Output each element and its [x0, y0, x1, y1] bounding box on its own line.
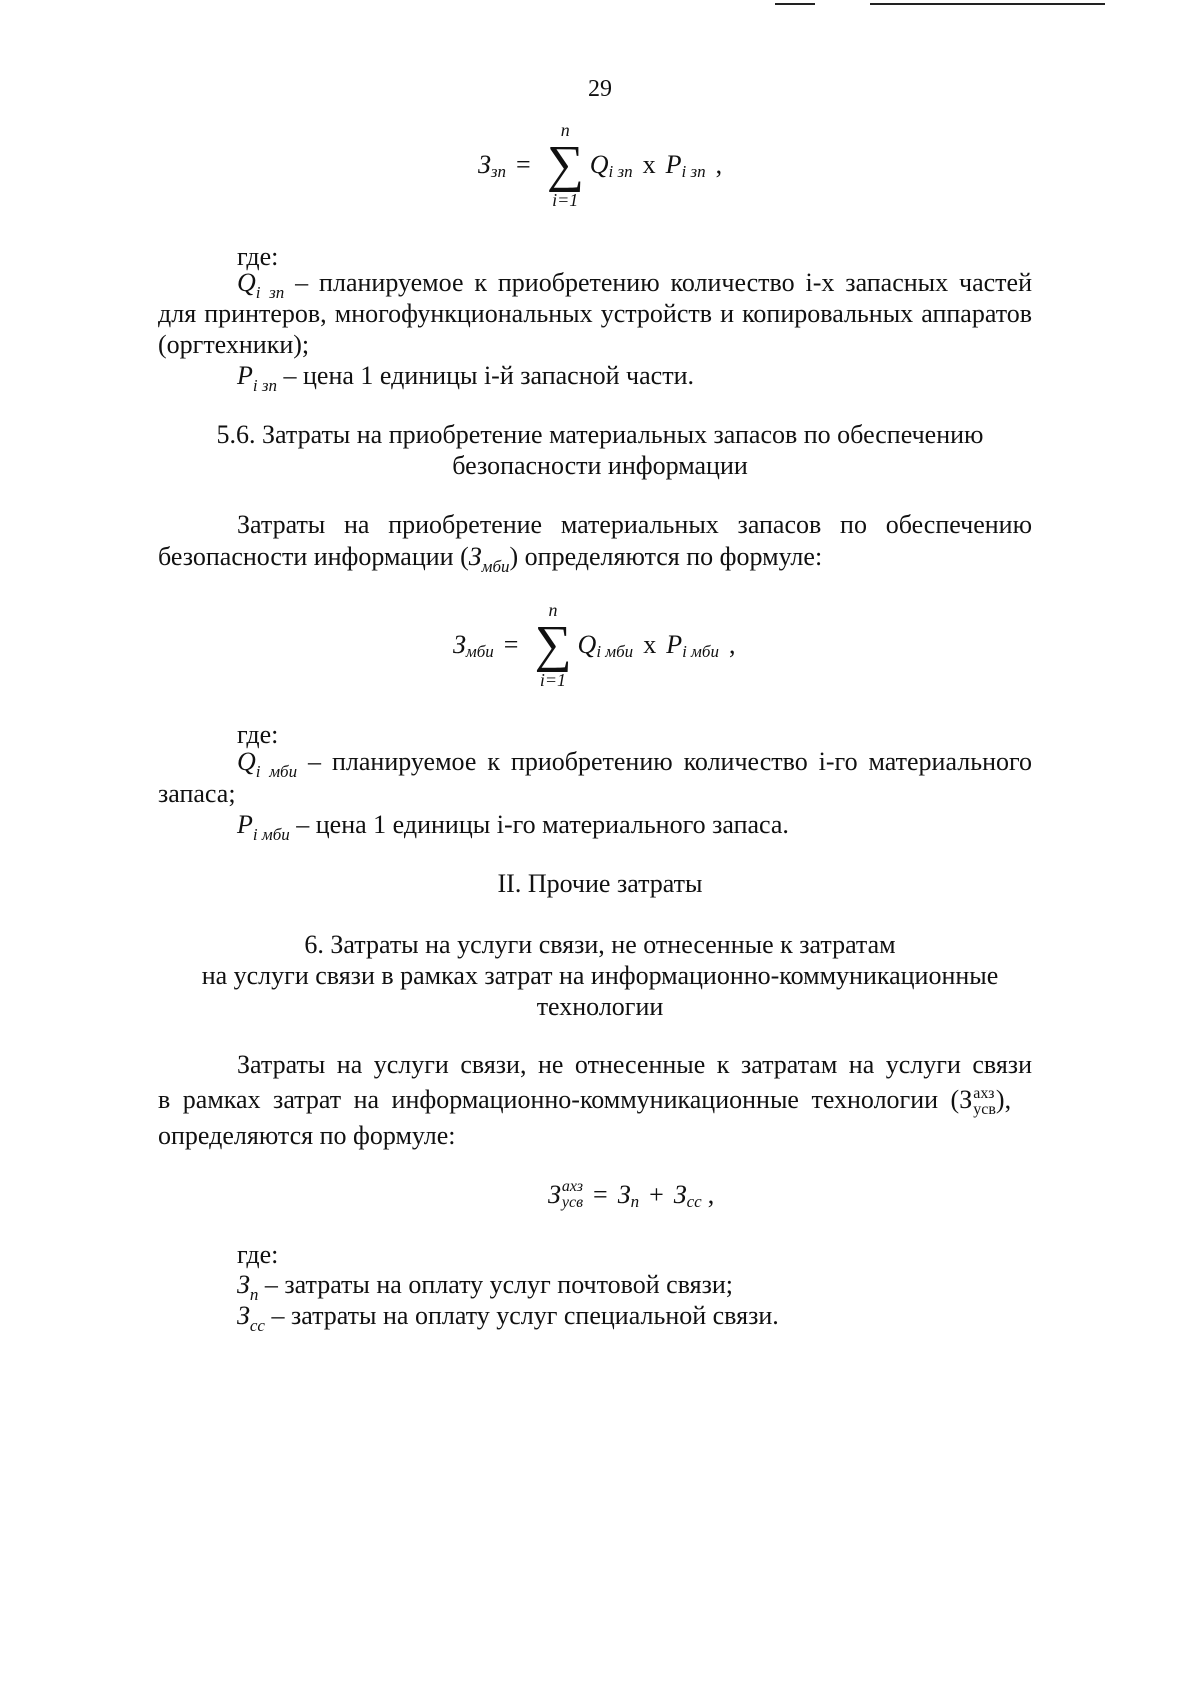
- definition-q-zp: $Q_{i зп}$ – планируемое к приобретению количество i-х запасных частей: [237, 268, 1032, 302]
- section-heading-6-line3: технологии: [536, 992, 664, 1021]
- definition-p-zp: $P_{i зп}$ – цена 1 единицы i-й запасной части.: [237, 361, 694, 395]
- paragraph-6-line3: определяются по формуле:: [158, 1121, 456, 1150]
- paragraph-mbi-line1: Затраты на приобретение материальных запасов по обеспечению: [237, 510, 1032, 539]
- summation-sign: n ∑ i=1: [546, 120, 584, 210]
- where-label: где:: [237, 242, 279, 271]
- paragraph-mbi-line2: безопасности информации $(З_{мби})$ определяются по формуле:: [158, 542, 823, 576]
- definition-q-zp-line2: для принтеров, многофункциональных устройств и копировальных аппаратов: [158, 299, 1032, 328]
- section-heading-6-line2: на услуги связи в рамках затрат на информационно-коммуникационные: [201, 961, 999, 990]
- summation-sign: n ∑ i=1: [534, 600, 572, 690]
- definition-q-mbi-line2: запаса;: [158, 779, 236, 808]
- definition-q-zp-line3: (оргтехники);: [158, 330, 310, 359]
- formula-mbi: З мби = n ∑ i=1 Q i мби х P i мби ,: [453, 600, 736, 690]
- paragraph-6-line2: в рамках затрат на информационно-коммуникационные технологии (З ахз усв ),: [158, 1085, 1012, 1119]
- definition-zss: $З_{сс}$ – затраты на оплату услуг специальной связи.: [237, 1301, 779, 1335]
- section-heading-ii: II. Прочие затраты: [497, 869, 703, 898]
- formula-usv: З ахз усв = З п + З сс ,: [548, 1178, 715, 1211]
- section-heading-6: 6. Затраты на услуги связи, не отнесенные к затратам: [304, 930, 896, 959]
- paragraph-6-line1: Затраты на услуги связи, не отнесенные к затратам на услуги связи: [237, 1050, 1032, 1079]
- page-number: 29: [588, 76, 612, 102]
- where-label: где:: [237, 1240, 279, 1269]
- formula-lhs-sub: зп: [490, 162, 507, 181]
- section-heading-5-6: 5.6. Затраты на приобретение материальных запасов по обеспечению: [216, 420, 984, 449]
- where-label: где:: [237, 720, 279, 749]
- formula-lhs: З: [478, 150, 491, 179]
- definition-p-mbi: $P_{i мби}$ – цена 1 единицы i-го материального запаса.: [237, 810, 789, 844]
- definition-q-mbi: $Q_{i мби}$ – планируемое к приобретению количество i-го материального: [237, 747, 1032, 781]
- section-heading-5-6-line2: безопасности информации: [452, 451, 748, 480]
- top-scan-rule: [775, 3, 815, 5]
- formula-zp: З зп = n ∑ i=1 Q i зп х P i зп ,: [478, 120, 723, 210]
- definition-zp: $З_п$ – затраты на оплату услуг почтовой связи;: [237, 1270, 733, 1304]
- top-scan-rule: [870, 3, 1105, 5]
